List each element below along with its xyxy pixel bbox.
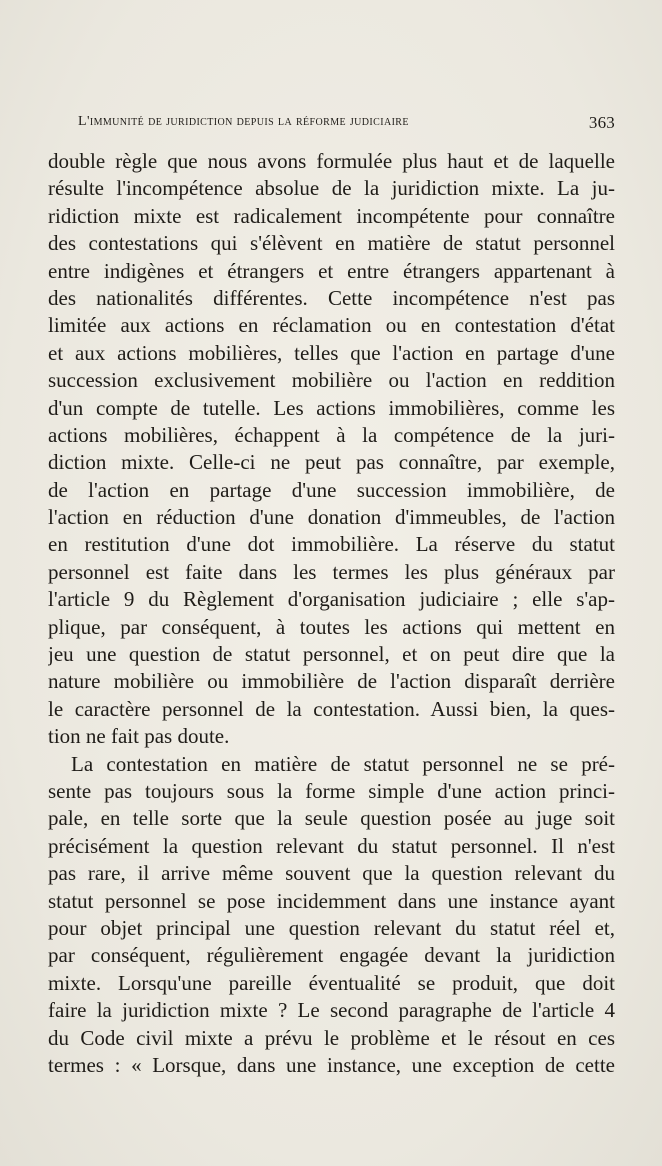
paragraph-last-line: tion ne fait pas doute. [48,724,230,749]
paragraph-first-line: La contestation en matière de statut personnel ne se pré- [71,751,615,776]
text-line: jeu une question de statut personnel, et on peut dire que la [48,642,615,667]
text-line: double règle que nous avons formulée plus haut et de laquelle [48,149,615,173]
text-line: nature mobilière ou immobilière de l'action disparaît derrière [48,669,615,694]
text-line: personnel est faite dans les termes les plus généraux par [48,559,615,584]
text-line: entre indigènes et étrangers et entre étrangers appartenant à [48,258,615,283]
text-line: statut personnel se pose incidemment dans une instance ayant [48,888,615,913]
text-line: termes : « Lorsque, dans une instance, une exception de cette [48,1052,615,1077]
text-line: précisément la question relevant du statut personnel. Il n'est [48,833,615,858]
text-line: limitée aux actions en réclamation ou en contestation d'état [48,313,615,338]
text-line: de l'action en partage d'une succession immobilière, de [48,477,615,502]
text-line: succession exclusivement mobilière ou l'action en reddition [48,368,615,393]
text-line: mixte. Lorsqu'une pareille éventualité se produit, que doit [48,970,615,995]
running-header [78,114,615,138]
text-line: faire la juridiction mixte ? Le second paragraphe de l'article 4 [48,998,615,1023]
text-line: des contestations qui s'élèvent en matière de statut personnel [48,231,615,256]
text-line: par conséquent, régulièrement engagée devant la juridiction [48,943,615,968]
text-line: du Code civil mixte a prévu le problème et le résout en ces [48,1025,615,1050]
text-line: pas rare, il arrive même souvent que la question relevant du [48,861,615,886]
page-number: 363 [588,113,615,132]
text-line: plique, par conséquent, à toutes les actions qui mettent en [48,614,615,639]
text-line: ridiction mixte est radicalement incompétente pour connaître [48,203,615,228]
text-line: pale, en telle sorte que la seule question posée au juge soit [48,806,615,831]
running-title: L'immunité de juridiction depuis la réforme judiciaire [78,114,409,129]
text-line: en restitution d'une dot immobilière. La réserve du statut [48,532,615,557]
text-line: l'article 9 du Règlement d'organisation judiciaire ; elle s'ap- [48,587,615,612]
text-line: des nationalités différentes. Cette incompétence n'est pas [48,285,615,310]
text-line: et aux actions mobilières, telles que l'action en partage d'une [48,340,615,365]
body-text [48,148,615,1079]
text-line: l'action en réduction d'une donation d'immeubles, de l'action [48,505,615,530]
text-line: d'un compte de tutelle. Les actions immobilières, comme les [48,395,615,420]
text-line: le caractère personnel de la contestation. Aussi bien, la ques- [48,696,615,721]
text-line: pour objet principal une question relevant du statut réel et, [48,915,615,940]
text-line: sente pas toujours sous la forme simple d'une action princi- [48,778,615,803]
text-line: résulte l'incompétence absolue de la juridiction mixte. La ju- [48,176,615,201]
text-line: diction mixte. Celle-ci ne peut pas connaître, par exemple, [48,450,615,475]
text-line: actions mobilières, échappent à la compétence de la juri- [48,422,615,447]
